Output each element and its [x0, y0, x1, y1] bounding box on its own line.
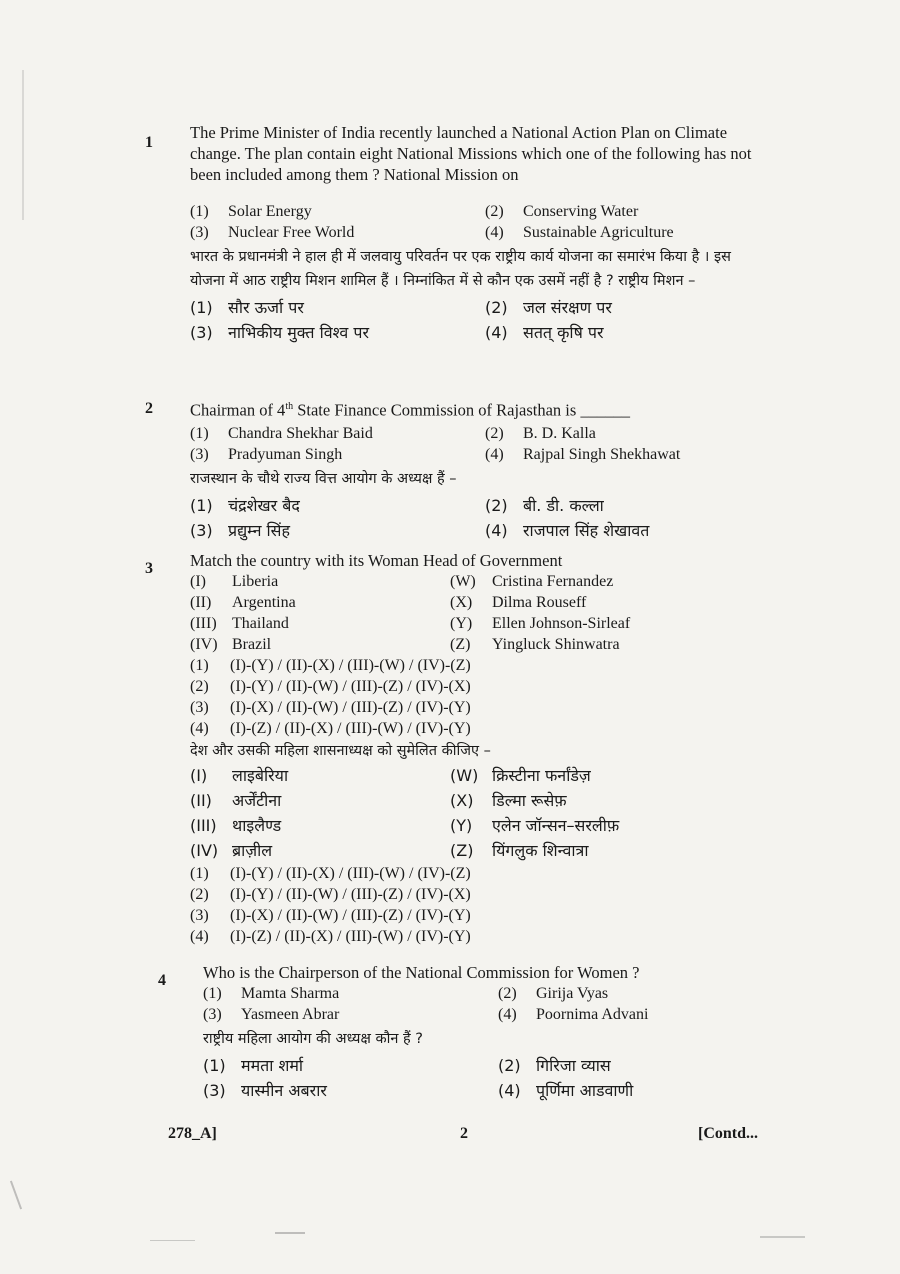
question-text-en: Match the country with its Woman Head of Government [190, 551, 563, 570]
option-4: (4) Rajpal Singh Shekhawat [485, 445, 681, 463]
option-4-hi: (4) राजपाल सिंह शेखावत [485, 520, 650, 540]
combo-option-4: (4) (I)-(Z) / (II)-(X) / (III)-(W) / (IV)-(Y) [190, 720, 471, 737]
question-text-en: The Prime Minister of India recently launched a National Action Plan on Climate change. The plan contain eight National Missions which one of the following has not been included among them ? National Mission on [190, 123, 752, 184]
match-left-2-hi: (II) अर्जेंटीना [190, 791, 282, 810]
options-en [190, 201, 765, 243]
combo-option-4-hi: (4) (I)-(Z) / (II)-(X) / (III)-(W) / (IV)-(Y) [190, 928, 471, 945]
option-1: (1) Chandra Shekhar Baid [190, 424, 373, 442]
match-list-hi [190, 763, 765, 863]
option-2-hi: (2) गिरिजा व्यास [498, 1056, 611, 1075]
match-left-3: (III) Thailand [190, 615, 289, 632]
match-left-2: (II) Argentina [190, 594, 296, 611]
continued-label: [Contd... [698, 1125, 759, 1142]
option-2-hi: (2) बी. डी. कल्ला [485, 495, 604, 515]
match-left-4-hi: (IV) ब्राज़ील [190, 841, 273, 860]
option-1-hi: (1) चंद्रशेखर बैद [190, 495, 300, 515]
question-number: 2 [145, 400, 153, 417]
match-right-2: (X) Dilma Rouseff [450, 594, 587, 611]
question-text-hi: भारत के प्रधानमंत्री ने हाल ही में जलवायु परिवर्तन पर एक राष्ट्रीय कार्य योजना का समारंभ किया है । इस योजना में आठ राष्ट्रीय मिशन शामिल हैं । निम्नांकित में से कौन एक उसमें नहीं है ? राष्ट्रीय मिशन – [190, 249, 731, 289]
combo-options-en [190, 655, 765, 739]
option-3: (3) Pradyuman Singh [190, 445, 343, 463]
match-right-3-hi: (Y) एलेन जॉन्सन–सरलीफ़ [450, 816, 620, 835]
option-3: (3) Nuclear Free World [190, 224, 355, 241]
option-3-hi: (3) यास्मीन अबरार [203, 1081, 327, 1100]
question-1 [145, 122, 765, 345]
option-4: (4) Poornima Advani [498, 1006, 649, 1023]
option-2: (2) Girija Vyas [498, 985, 609, 1002]
question-text-en: Chairman of 4th State Finance Commission of Rajasthan is ______ [190, 400, 630, 420]
question-number: 4 [158, 972, 166, 989]
options-hi [190, 493, 765, 543]
combo-options-hi [190, 863, 765, 947]
option-2: (2) Conserving Water [485, 203, 639, 220]
option-1-hi: (1) ममता शर्मा [203, 1056, 304, 1075]
combo-option-3: (3) (I)-(X) / (II)-(W) / (III)-(Z) / (IV)-(Y) [190, 699, 471, 716]
options-en [190, 423, 765, 465]
match-list-en [190, 571, 765, 655]
question-text-en: Who is the Chairperson of the National Commission for Women ? [203, 963, 640, 982]
match-left-4: (IV) Brazil [190, 636, 272, 653]
match-right-1: (W) Cristina Fernandez [450, 573, 614, 590]
question-text-hi: राष्ट्रीय महिला आयोग की अध्यक्ष कौन हैं ? [203, 1031, 424, 1047]
combo-option-1-hi: (1) (I)-(Y) / (II)-(X) / (III)-(W) / (IV)-(Z) [190, 865, 471, 882]
option-3: (3) Yasmeen Abrar [203, 1006, 340, 1023]
option-2-hi: (2) जल संरक्षण पर [485, 298, 612, 317]
options-hi [190, 295, 765, 345]
question-4 [158, 962, 778, 1103]
match-right-3: (Y) Ellen Johnson-Sirleaf [450, 615, 631, 632]
paper-code: 278_A] [168, 1125, 217, 1142]
question-number: 1 [145, 134, 153, 151]
combo-option-1: (1) (I)-(Y) / (II)-(X) / (III)-(W) / (IV)-(Z) [190, 657, 471, 674]
combo-option-2-hi: (2) (I)-(Y) / (II)-(W) / (III)-(Z) / (IV)-(X) [190, 886, 471, 903]
option-1-hi: (1) सौर ऊर्जा पर [190, 298, 304, 317]
combo-option-3-hi: (3) (I)-(X) / (II)-(W) / (III)-(Z) / (IV)-(Y) [190, 907, 471, 924]
scan-speck [275, 1232, 305, 1234]
match-right-4-hi: (Z) यिंगलुक शिन्वात्रा [450, 841, 589, 860]
option-3-hi: (3) प्रद्युम्न सिंह [190, 520, 290, 540]
match-right-1-hi: (W) क्रिस्टीना फर्नांडेज़ [450, 766, 591, 785]
option-2: (2) B. D. Kalla [485, 424, 596, 442]
scan-speck [10, 1181, 22, 1210]
option-1: (1) Solar Energy [190, 203, 312, 220]
scan-speck [760, 1236, 805, 1238]
question-text-hi: राजस्थान के चौथे राज्य वित्त आयोग के अध्यक्ष हैं – [190, 470, 457, 487]
combo-option-2: (2) (I)-(Y) / (II)-(W) / (III)-(Z) / (IV)-(X) [190, 678, 471, 695]
question-text-hi: देश और उसकी महिला शासनाध्यक्ष को सुमेलित कीजिए – [190, 743, 491, 759]
scan-speck [22, 70, 24, 220]
question-2 [145, 396, 765, 543]
options-en [203, 983, 778, 1025]
scan-speck [150, 1240, 195, 1241]
match-right-4: (Z) Yingluck Shinwatra [450, 636, 620, 653]
question-3 [145, 550, 765, 947]
option-3-hi: (3) नाभिकीय मुक्त विश्व पर [190, 323, 370, 342]
option-4: (4) Sustainable Agriculture [485, 224, 674, 241]
match-left-1: (I) Liberia [190, 573, 279, 590]
options-hi [203, 1053, 778, 1103]
match-left-3-hi: (III) थाइलैण्ड [190, 816, 282, 835]
question-number: 3 [145, 560, 153, 577]
page-number: 2 [460, 1125, 468, 1142]
option-4-hi: (4) सतत् कृषि पर [485, 323, 604, 342]
option-4-hi: (4) पूर्णिमा आडवाणी [498, 1081, 634, 1100]
match-left-1-hi: (I) लाइबेरिया [190, 766, 289, 785]
option-1: (1) Mamta Sharma [203, 985, 340, 1002]
match-right-2-hi: (X) डिल्मा रूसेफ़ [450, 791, 567, 810]
